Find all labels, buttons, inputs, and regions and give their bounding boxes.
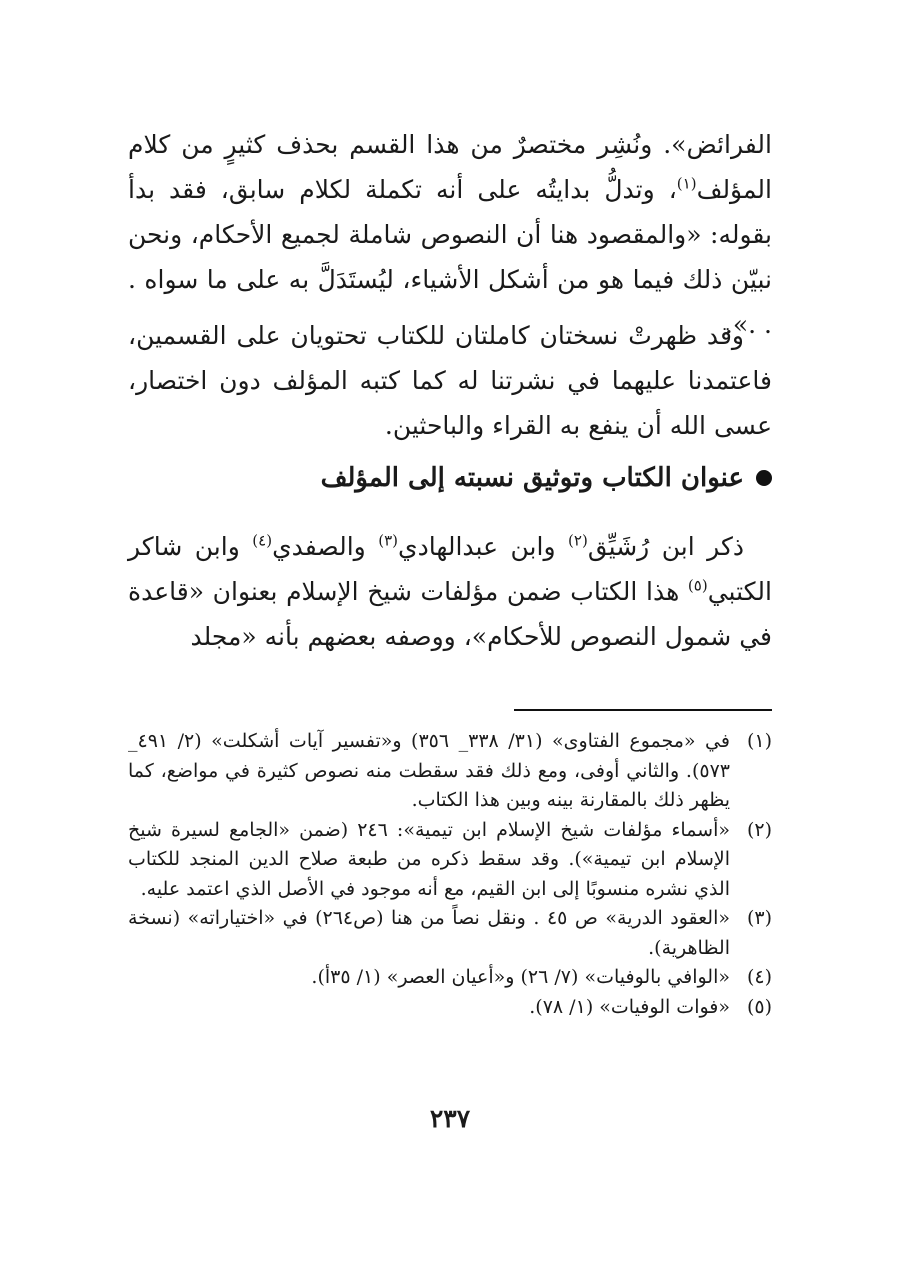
footnote-text: «الوافي بالوفيات» (٧/ ٢٦) و«أعيان العصر» (١/ ٣٥أ). <box>311 966 730 988</box>
section-heading <box>128 456 772 500</box>
footnote-ref-5: (٥) <box>687 576 708 595</box>
paragraph-3-part-a: ذكر ابن رُشَيِّق <box>587 532 744 561</box>
footnote-5 <box>128 993 772 1023</box>
footnote-text: «أسماء مؤلفات شيخ الإسلام ابن تيمية»: ٢٤٦ (ضمن «الجامع لسيرة شيخ الإسلام ابن تيمية»). وقد سقط ذكره من طبعة صلاح الدين المنجد للكتاب الذي نشره منسوبًا إلى ابن القيم، مع أنه موجود في الأصل الذي اعتمد عليه. <box>128 818 731 900</box>
footnote-text: «العقود الدرية» ص ٤٥ . ونقل نصاً من هنا (ص٢٦٤) في «اختياراته» (نسخة الظاهرية). <box>128 907 731 959</box>
paragraph-3-part-e: هذا الكتاب ضمن مؤلفات شيخ الإسلام بعنوان «قاعدة في شمول النصوص للأحكام»، ووصفه بعضهم بأنه «مجلد <box>128 577 772 651</box>
paragraph-3-part-b: وابن عبدالهادي <box>398 532 569 561</box>
paragraph-2 <box>128 313 772 448</box>
footnote-ref-4: (٤) <box>252 531 273 550</box>
footnote-text: في «مجموع الفتاوى» (٣١/ ٣٣٨_ ٣٥٦) و«تفسير آيات أشكلت» (٢/ ٤٩١_ ٥٧٣). والثاني أوفى، ومع ذلك فقد سقطت منه نصوص كثيرة في مواضع، كما يظهر ذلك بالمقارنة بينه وبين هذا الكتاب. <box>128 730 730 811</box>
bullet-icon <box>756 470 772 486</box>
footnotes <box>128 727 772 1022</box>
paragraph-1-part-b: ، وتدلُّ بدايتُه على أنه تكملة لكلام سابق، فقد بدأ بقوله: «والمقصود هنا أن النصوص شاملة لجميع الأحكام، ونحن نبيّن ذلك فيما هو من أشكل الأشياء، ليُستَدَلَّ به على ما سواه . . .». <box>128 175 772 339</box>
footnote-1 <box>128 727 772 816</box>
paragraph-3-part-c: والصفدي <box>272 532 379 561</box>
footnote-number: (١) <box>746 730 772 752</box>
footnote-number: (٥) <box>746 995 772 1018</box>
footnote-number: (٣) <box>746 907 772 929</box>
footnote-number: (٤) <box>746 966 772 988</box>
footnote-number: (٢) <box>746 818 772 841</box>
footnote-ref-3: (٣) <box>378 531 399 550</box>
section-heading-text: عنوان الكتاب وتوثيق نسبته إلى المؤلف <box>320 463 744 493</box>
footnote-ref-1: (١) <box>676 174 697 193</box>
footnote-4 <box>128 963 772 993</box>
footnote-text: «فوات الوفيات» (١/ ٧٨). <box>529 995 730 1018</box>
paragraph-1-part-a: الفرائض». ونُشِر مختصرٌ من هذا القسم بحذف كثيرٍ من كلام المؤلف <box>128 130 772 204</box>
footnote-ref-2: (٢) <box>568 531 588 550</box>
paragraph-2-text: وقد ظهرتْ نسختان كاملتان للكتاب تحتويان على القسمين، فاعتمدنا عليهما في نشرتنا له كما كتبه المؤلف دون اختصار، عسى الله أن ينفع به القراء والباحثين. <box>128 321 772 440</box>
paragraph-3-text <box>128 524 772 659</box>
footnote-2 <box>128 816 772 905</box>
paragraph-3 <box>128 524 772 659</box>
footnote-separator <box>514 709 772 711</box>
page-number: ٢٣٧ <box>429 1104 471 1133</box>
paragraph-3-part-d: وابن شاكر الكتبي <box>128 532 772 606</box>
footnote-3 <box>128 904 772 963</box>
